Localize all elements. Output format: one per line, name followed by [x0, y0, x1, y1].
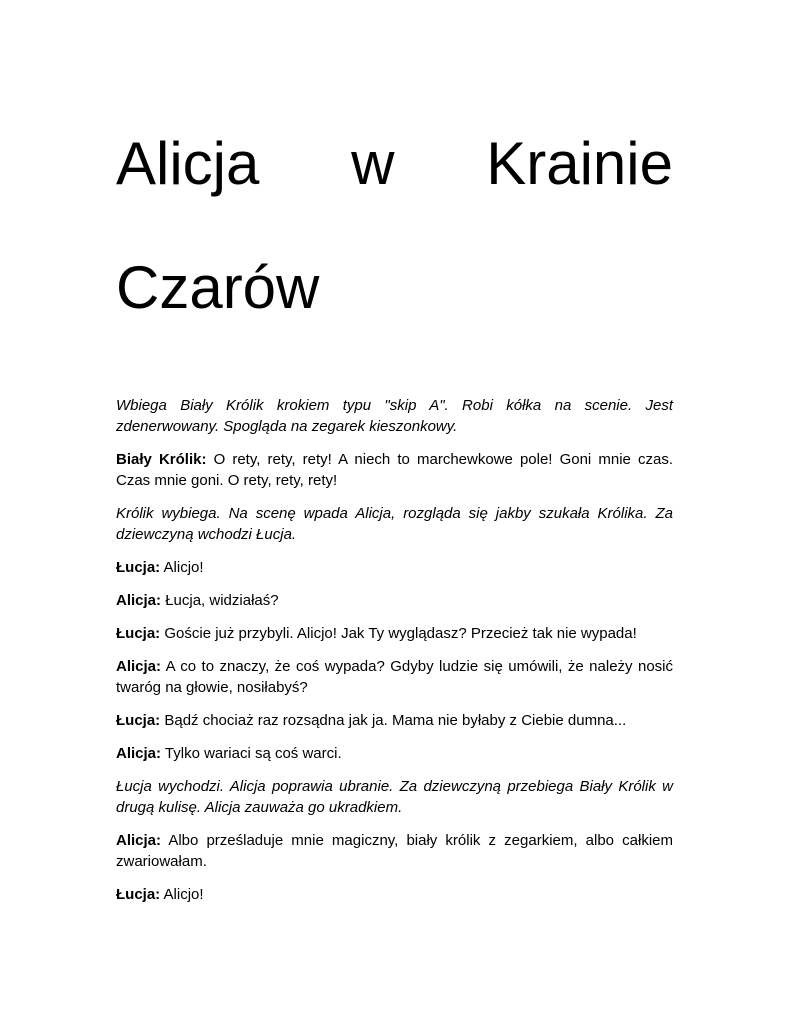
dialogue-text: Alicjo! [163, 886, 204, 903]
dialogue-line [116, 557, 673, 578]
dialogue-line [116, 830, 673, 872]
dialogue-text: Bądź chociaż raz rozsądna jak ja. Mama nie byłaby z Ciebie dumna... [164, 712, 627, 729]
title-word: Krainie [486, 130, 673, 197]
script-body [116, 395, 673, 917]
speaker-name: Łucja: [116, 886, 161, 903]
speaker-name: Łucja: [116, 712, 161, 729]
stage-direction-text: Wbiega Biały Królik krokiem typu "skip A". Robi kółka na scenie. Jest zdenerwowany. Spogląda na zegarek kieszonkowy. [116, 397, 673, 435]
speaker-name: Alicja: [116, 592, 162, 609]
dialogue-text: Goście już przybyli. Alicjo! Jak Ty wyglądasz? Przecież tak nie wypada! [164, 625, 637, 642]
speaker-name: Alicja: [116, 832, 162, 849]
speaker-name: Łucja: [116, 559, 161, 576]
dialogue-text: A co to znaczy, że coś wypada? Gdyby ludzie się umówili, że należy nosić twaróg na głowie, nosiłabyś? [116, 658, 673, 696]
dialogue-line [116, 590, 673, 611]
dialogue-line [116, 449, 673, 491]
title-word: w [351, 130, 395, 197]
dialogue-line [116, 884, 673, 905]
speaker-name: Alicja: [116, 658, 162, 675]
speaker-name: Biały Królik: [116, 451, 207, 468]
dialogue-text: Łucja, widziałaś? [165, 592, 279, 609]
dialogue-line [116, 743, 673, 764]
title-word: Alicja [116, 130, 260, 197]
stage-direction [116, 776, 673, 818]
dialogue-text: Tylko wariaci są coś warci. [164, 745, 342, 762]
document-title-line-1 [116, 130, 673, 197]
dialogue-text: Alicjo! [163, 559, 204, 576]
dialogue-text: Albo prześladuje mnie magiczny, biały królik z zegarkiem, albo całkiem zwariowałam. [116, 832, 673, 870]
dialogue-line [116, 656, 673, 698]
dialogue-line [116, 623, 673, 644]
stage-direction-text: Łucja wychodzi. Alicja poprawia ubranie. Za dziewczyną przebiega Biały Królik w drugą kulisę. Alicja zauważa go ukradkiem. [116, 778, 673, 816]
stage-direction [116, 503, 673, 545]
speaker-name: Łucja: [116, 625, 161, 642]
dialogue-text: O rety, rety, rety! A niech to marchewkowe pole! Goni mnie czas. Czas mnie goni. O rety, rety, rety! [116, 451, 673, 489]
dialogue-line [116, 710, 673, 731]
stage-direction [116, 395, 673, 437]
document-title-line-2: Czarów [116, 254, 320, 321]
speaker-name: Alicja: [116, 745, 162, 762]
stage-direction-text: Królik wybiega. Na scenę wpada Alicja, rozgląda się jakby szukała Królika. Za dziewczyną wchodzi Łucja. [116, 505, 673, 543]
